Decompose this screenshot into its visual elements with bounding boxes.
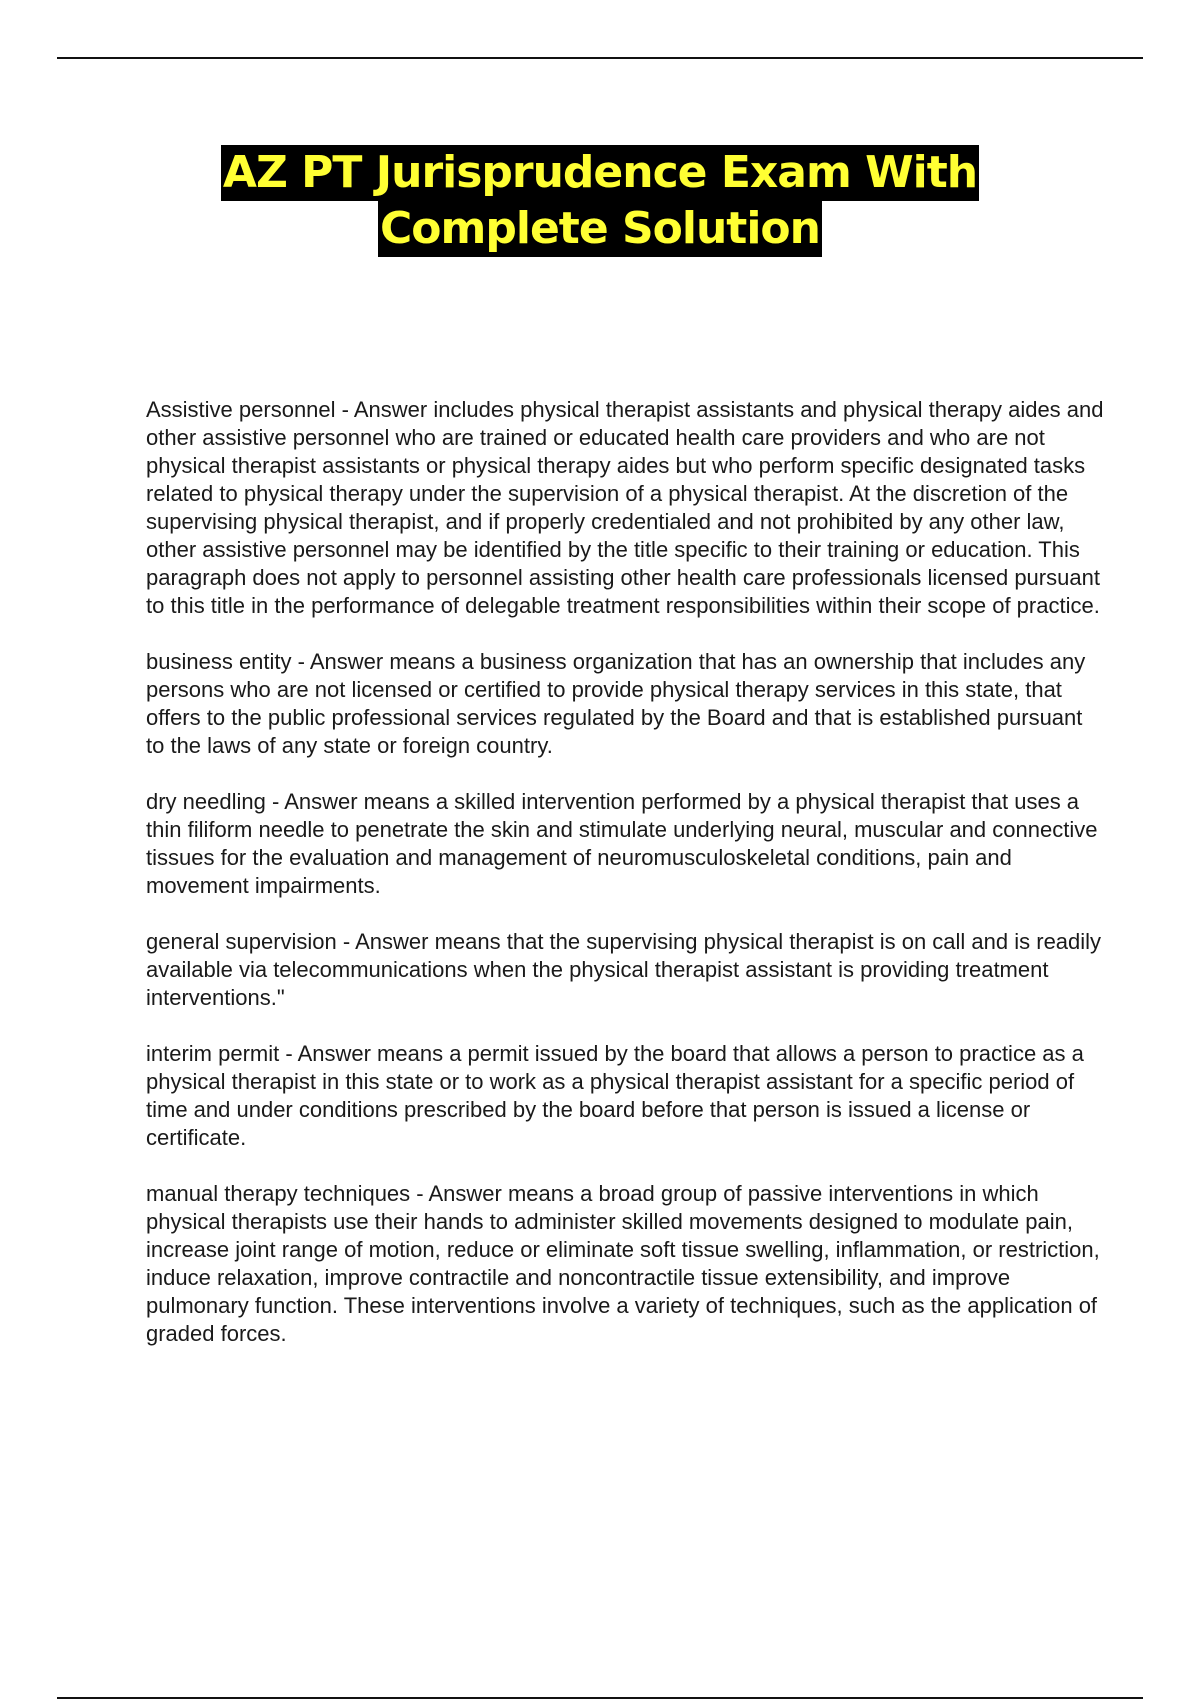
title-line-1: AZ PT Jurisprudence Exam With: [221, 145, 979, 201]
entry-dry-needling: dry needling - Answer means a skilled intervention performed by a physical therapist that uses a thin filiform needle to penetrate the skin and stimulate underlying neural, muscular and connective tissues for the evaluation and management of neuromusculoskeletal conditions, pain and movement impairments.: [146, 789, 1098, 898]
entry-business-entity: business entity - Answer means a business organization that has an ownership that includes any persons who are not licensed or certified to provide physical therapy services in this state, that offers to the public professional services regulated by the Board and that is established pursuant to the laws of any state or foreign country.: [146, 649, 1086, 758]
entry-assistive-personnel: Assistive personnel - Answer includes physical therapist assistants and physical therapy aides and other assistive personnel who are trained or educated health care providers and who are not physical therapist assistants or physical therapy aides but who perform specific designated tasks related to physical therapy under the supervision of a physical therapist. At the discretion of the supervising physical therapist, and if properly credentialed and not prohibited by any other law, other assistive personnel may be identified by the title specific to their training or education. This paragraph does not apply to personnel assisting other health care professionals licensed pursuant to this title in the performance of delegable treatment responsibilities within their scope of practice.: [146, 397, 1104, 618]
document-body: [146, 396, 1106, 1376]
entry-general-supervision: general supervision - Answer means that the supervising physical therapist is on call and is readily available via telecommunications when the physical therapist assistant is providing treatment interventions.": [146, 929, 1102, 1010]
bottom-divider: [57, 1697, 1143, 1699]
title-line-2: Complete Solution: [378, 201, 822, 257]
top-divider: [57, 57, 1143, 59]
document-title: [0, 145, 1200, 257]
entry-interim-permit: interim permit - Answer means a permit issued by the board that allows a person to practice as a physical therapist in this state or to work as a physical therapist assistant for a specific period of time and under conditions prescribed by the board before that person is issued a license or certificate.: [146, 1041, 1084, 1150]
entry-manual-therapy-techniques: manual therapy techniques - Answer means a broad group of passive interventions in which physical therapists use their hands to administer skilled movements designed to modulate pain, increase joint range of motion, reduce or eliminate soft tissue swelling, inflammation, or restriction, induce relaxation, improve contractile and noncontractile tissue extensibility, and improve pulmonary function. These interventions involve a variety of techniques, such as the application of graded forces.: [146, 1181, 1100, 1346]
